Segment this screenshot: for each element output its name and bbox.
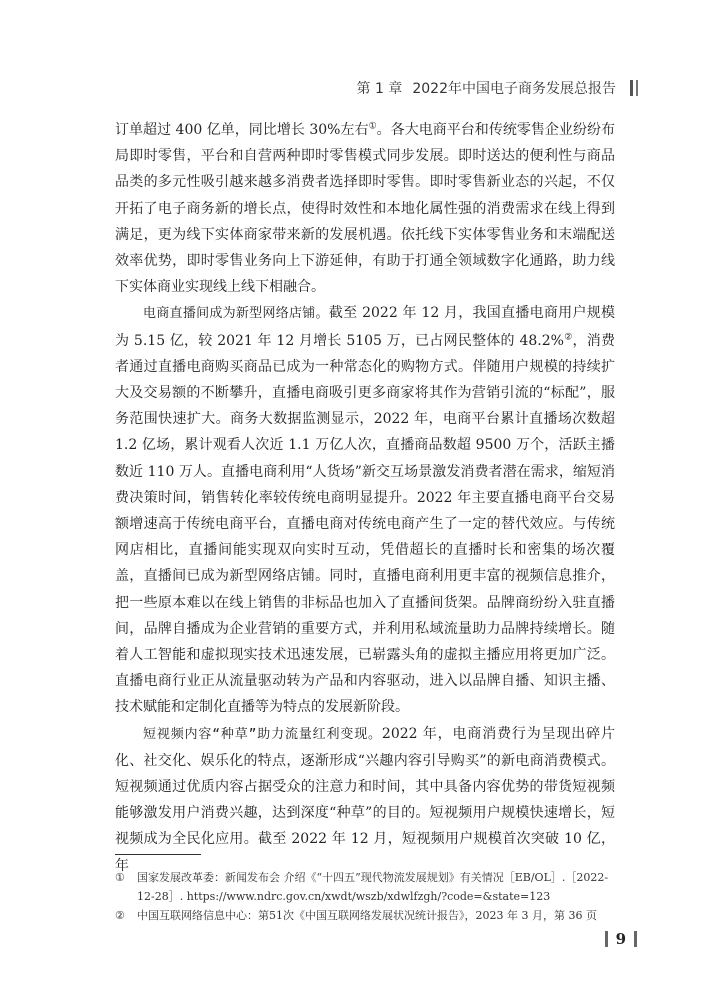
footnote-divider bbox=[115, 854, 201, 855]
page-number-value: 9 bbox=[615, 930, 626, 948]
footnote-2-text: 中国互联网络信息中心：第51次《中国互联网络发展状况统计报告》，2023 年 3 月，第 36 页 bbox=[137, 909, 597, 922]
footnote-1-mark: ① bbox=[115, 871, 125, 884]
footnote-2 bbox=[115, 906, 621, 925]
footnote-ref-1[interactable]: ① bbox=[368, 121, 377, 132]
paragraph-2-lead: 电商直播间成为新型网络店铺。 bbox=[143, 306, 329, 322]
footnote-2-mark: ② bbox=[115, 909, 125, 922]
footnotes bbox=[115, 868, 621, 925]
footnote-ref-2[interactable]: ② bbox=[563, 331, 573, 342]
footnote-1-text: 国家发展改革委：新闻发布会 介绍《“十四五”现代物流发展规划》有关情况［EB/OL］.［2022-12-28］. https://www.ndrc.gov.cn/xwdt/wszb/xdwlfzgh/?code=&state=123 bbox=[137, 871, 609, 903]
paragraph-1: 订单超过 400 亿单，同比增长 30%左右①。各大电商平台和传统零售企业纷纷布局即时零售，平台和自营两种即时零售模式同步发展。即时送达的便利性与商品品类的多元性吸引越来越多消费者选择即时零售。即时零售新业态的兴起，不仅开拓了电子商务新的增长点，使得时效性和本地化属性强的消费需求在线上得到满足，更为线下实体商家带来新的发展机遇。依托线下实体零售业务和末端配送效率优势，即时零售业务向上下游延伸，有助于打通全领域数字化通路，助力线下实体商业实现线上线下相融合。 bbox=[115, 121, 615, 296]
chapter-label: 第 1 章 bbox=[356, 81, 403, 97]
page-number-bar bbox=[634, 931, 637, 947]
paragraph-3: 短视频内容“种草”助力流量红利变现。2022 年，电商消费行为呈现出碎片化、社交化、娱乐化的特点，逐渐形成“兴趣内容引导购买”的新电商消费模式。短视频通过优质内容占据受众的注意力和时间，其中具备内容优势的带货短视频能够激发用户消费兴趣，达到深度“种草”的目的。短视频用户规模快速增长，短视频成为全民化应用。截至 2022 年 12 月，短视频用户规模首次突破 10 亿，年 bbox=[115, 725, 615, 874]
page-number-bar bbox=[605, 931, 608, 947]
body-text bbox=[115, 117, 615, 879]
paragraph-2: 电商直播间成为新型网络店铺。截至 2022 年 12 月，我国直播电商用户规模为 5.15 亿，较 2021 年 12 月增长 5105 万，已占网民整体的 48.2%②，消费者通过直播电商购买商品已成为一种常态化的购物方式。伴随用户规模的持续扩大及交易额的不断攀升，直播电商吸引更多商家将其作为营销引流的“标配”，服务范围快速扩大。商务大数据监测显示，2022 年，电商平台累计直播场次数超 1.2 亿场，累计观看人次近 1.1 万亿人次，直播商品数超 9500 万个，活跃主播数近 110 万人。直播电商利用“人货场”新交互场景激发消费者潜在需求，缩短消费决策时间，销售转化率较传统电商明显提升。2022 年主要直播电商平台交易额增速高于传统电商平台，直播电商对传统电商产生了一定的替代效应。与传统网店相比，直播间能实现双向实时互动，凭借超长的直播时长和密集的场次覆盖，直播间已成为新型网络店铺。同时，直播电商利用更丰富的视频信息推介，把一些原本难以在线上销售的非标品也加入了直播间货架。品牌商纷纷入驻直播间，品牌自播成为企业营销的重要方式，并利用私域流量助力品牌持续增长。随着人工智能和虚拟现实技术迅速发展，已崭露头角的虚拟主播应用将更加广泛。直播电商行业正从流量驱动转为产品和内容驱动，进入以品牌自播、知识主播、技术赋能和定制化直播等为特点的发展新阶段。 bbox=[115, 305, 615, 716]
running-header bbox=[357, 78, 638, 98]
header-bars-decoration bbox=[630, 80, 638, 96]
paragraph-3-lead: 短视频内容“种草”助力流量红利变现。 bbox=[143, 726, 382, 742]
footnote-1 bbox=[115, 868, 621, 906]
report-title: 2022年中国电子商务发展总报告 bbox=[412, 81, 616, 97]
page-number bbox=[605, 930, 637, 948]
